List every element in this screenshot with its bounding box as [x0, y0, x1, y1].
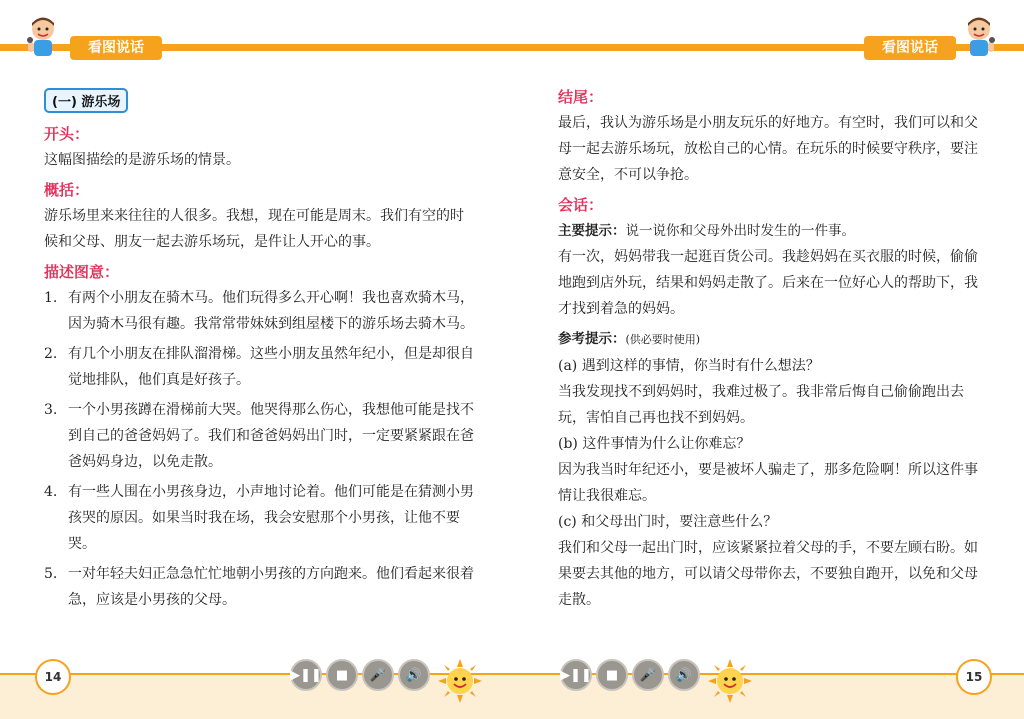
list-item [44, 341, 474, 393]
header-tab: 看图说话 [70, 36, 162, 60]
summary-text: 游乐场里来来往往的人很多。我想，现在可能是周末。我们有空的时候和父母、朋友一起去游乐场玩，是件让人开心的事。 [44, 208, 464, 250]
answer-b: 因为我当时年纪还小，要是被坏人骗走了，那多危险啊！所以这件事情让我很难忘。 [558, 462, 978, 504]
reference-hint-label: 参考提示： [558, 331, 626, 347]
audio-controls [290, 659, 482, 703]
question-c: (c) 和父母出门时，要注意些什么？ [558, 514, 778, 530]
ending-heading: 结尾： [558, 88, 604, 106]
item-number: 1. [44, 290, 58, 306]
item-text: 有两个小朋友在骑木马。他们玩得多么开心啊！我也喜欢骑木马，因为骑木马很有趣。我常常带妹妹到组屋楼下的游乐场去骑木马。 [68, 290, 474, 332]
main-hint [558, 218, 988, 244]
dialogue-heading: 会话： [558, 196, 604, 214]
topic-badge: (一) 游乐场 [44, 88, 128, 113]
microphone-icon[interactable]: 🎤 [632, 659, 664, 691]
main-hint-text: 说一说你和父母外出时发生的一件事。 [625, 223, 855, 239]
main-hint-label: 主要提示： [558, 223, 626, 239]
page-number: 15 [956, 659, 992, 695]
right-content [558, 80, 988, 613]
reference-hint-note: (供必要时使用) [625, 333, 701, 346]
play-pause-icon[interactable]: ▶❚❚ [560, 659, 592, 691]
list-item [44, 285, 474, 337]
opening-heading: 开头： [44, 125, 90, 143]
list-item [44, 561, 474, 613]
ending-text: 最后，我认为游乐场是小朋友玩乐的好地方。有空时，我们可以和父母一起去游乐场玩，放松自己的心情。在玩乐的时候要守秩序，要注意安全，不可以争抢。 [558, 115, 978, 183]
item-number: 4. [44, 484, 58, 500]
reference-hint [558, 326, 988, 353]
stop-icon[interactable]: ■ [596, 659, 628, 691]
play-pause-icon[interactable]: ▶❚❚ [290, 659, 322, 691]
item-text: 一个小男孩蹲在滑梯前大哭。他哭得那么伤心，我想他可能是找不到自己的爸爸妈妈了。我们和爸爸妈妈出门时，一定要紧紧跟在爸爸妈妈身边，以免走散。 [68, 402, 474, 470]
item-number: 3. [44, 402, 58, 418]
answer-a: 当我发现找不到妈妈时，我难过极了。我非常后悔自己偷偷跑出去玩，害怕自己再也找不到妈妈。 [558, 384, 964, 426]
item-text: 有几个小朋友在排队溜滑梯。这些小朋友虽然年纪小，但是却很自觉地排队，他们真是好孩子。 [68, 346, 474, 388]
right-page [512, 0, 1024, 719]
question-a: (a) 遇到这样的事情，你当时有什么想法？ [558, 358, 820, 374]
sun-mascot-logo-icon [708, 659, 752, 703]
page-number: 14 [35, 659, 71, 695]
item-text: 一对年轻夫妇正急急忙忙地朝小男孩的方向跑来。他们看起来很着急，应该是小男孩的父母。 [68, 566, 474, 608]
header-tab: 看图说话 [864, 36, 956, 60]
stop-icon[interactable]: ■ [326, 659, 358, 691]
item-text: 有一些人围在小男孩身边，小声地讨论着。他们可能是在猜测小男孩哭的原因。如果当时我在场，我会安慰那个小男孩，让他不要哭。 [68, 484, 474, 552]
answer-c: 我们和父母一起出门时，应该紧紧拉着父母的手，不要左顾右盼。如果要去其他的地方，可以请父母带你去，不要独自跑开，以免和父母走散。 [558, 540, 978, 608]
boy-mascot-icon [22, 14, 64, 62]
left-content [44, 88, 474, 617]
summary-heading: 概括： [44, 181, 90, 199]
audio-controls [560, 659, 752, 703]
list-item [44, 479, 474, 557]
microphone-icon[interactable]: 🎤 [362, 659, 394, 691]
describe-heading: 描述图意： [44, 263, 120, 281]
item-number: 2. [44, 346, 58, 362]
list-item [44, 397, 474, 475]
speaker-icon[interactable]: 🔊 [398, 659, 430, 691]
opening-text: 这幅图描绘的是游乐场的情景。 [44, 152, 240, 168]
item-number: 5. [44, 566, 58, 582]
boy-mascot-icon [958, 14, 1000, 62]
story-text: 有一次，妈妈带我一起逛百货公司。我趁妈妈在买衣服的时候，偷偷地跑到店外玩，结果和妈妈走散了。后来在一位好心人的帮助下，我才找到着急的妈妈。 [558, 249, 978, 317]
describe-list [44, 285, 474, 613]
question-b: (b) 这件事情为什么让你难忘？ [558, 436, 751, 452]
sun-mascot-logo-icon [438, 659, 482, 703]
speaker-icon[interactable]: 🔊 [668, 659, 700, 691]
